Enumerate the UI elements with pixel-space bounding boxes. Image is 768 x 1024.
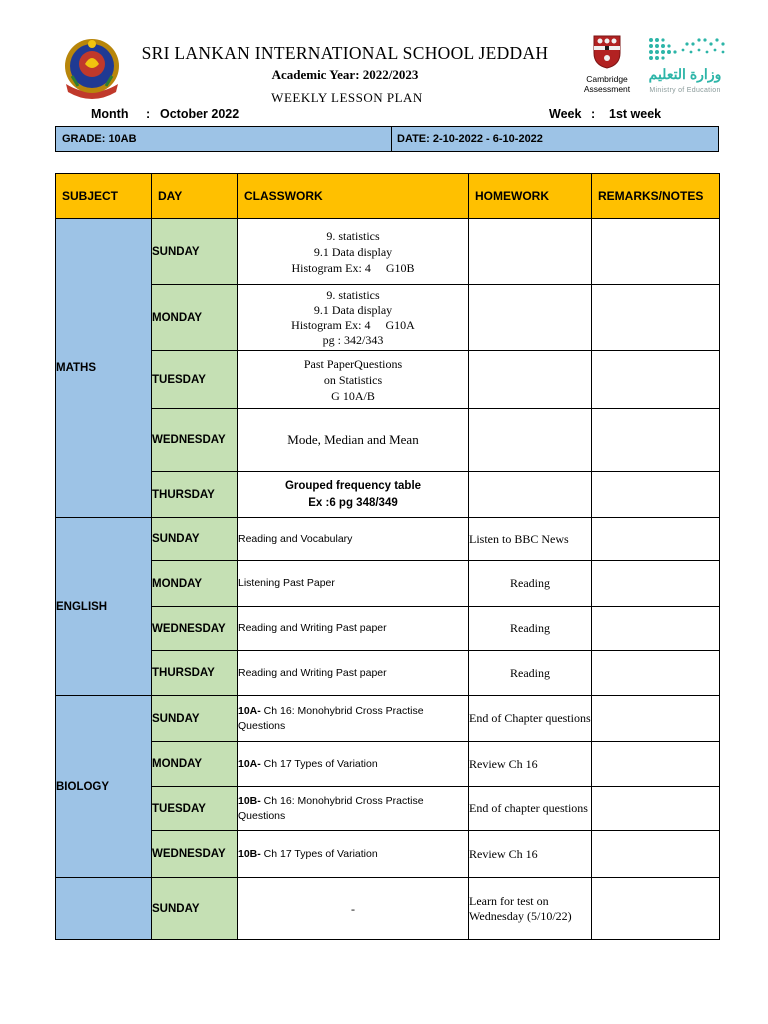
subject-english: ENGLISH	[56, 518, 152, 696]
homework-cell: Listen to BBC News	[469, 518, 592, 561]
classwork-line: 9. statistics	[326, 228, 380, 243]
cambridge-shield-icon	[593, 35, 621, 69]
homework-cell: Review Ch 16	[469, 831, 592, 878]
class-prefix: 10A-	[238, 704, 261, 717]
table-header-row	[56, 174, 720, 219]
remarks-cell	[592, 472, 720, 518]
academic-year: Academic Year: 2022/2023	[271, 67, 419, 82]
col-header-classwork: CLASSWORK	[238, 174, 469, 219]
remarks-cell	[592, 651, 720, 696]
classwork-cell	[238, 472, 469, 518]
day-cell: MONDAY	[152, 561, 238, 607]
classwork-cell	[238, 787, 469, 831]
classwork-cell: -	[238, 878, 469, 940]
classwork-line: G 10A/B	[331, 388, 375, 403]
homework-cell	[469, 472, 592, 518]
classwork-cell	[238, 285, 469, 351]
week-colon: :	[591, 107, 596, 121]
day-cell: MONDAY	[152, 742, 238, 787]
table-row	[56, 607, 720, 651]
remarks-cell	[592, 696, 720, 742]
classwork-line: on Statistics	[323, 372, 383, 387]
week-label: Week	[549, 107, 582, 121]
classwork-cell: Reading and Writing Past paper	[238, 651, 469, 696]
remarks-cell	[592, 607, 720, 651]
col-header-remarks: REMARKS/NOTES	[592, 174, 720, 219]
classwork-text: Ch 17 Types of Variation	[260, 847, 378, 860]
homework-cell	[469, 219, 592, 285]
cambridge-text-2: Assessment	[583, 84, 631, 94]
month-colon: :	[146, 107, 151, 121]
table-row	[56, 219, 720, 285]
table-row	[56, 351, 720, 409]
moe-english-text: Ministry of Education	[649, 87, 721, 94]
day-cell: MONDAY	[152, 285, 238, 351]
homework-cell: Reading	[469, 607, 592, 651]
classwork-line: Histogram Ex: 4 G10A	[291, 317, 415, 332]
homework-cell: Learn for test on Wednesday (5/10/22)	[469, 878, 592, 940]
class-prefix: 10B-	[238, 847, 261, 860]
subject-maths: MATHS	[56, 219, 152, 518]
classwork-cell	[238, 742, 469, 787]
day-cell: TUESDAY	[152, 351, 238, 409]
cambridge-text-1: Cambridge	[586, 74, 628, 84]
info-divider	[391, 127, 392, 151]
col-header-subject: SUBJECT	[56, 174, 152, 219]
class-prefix: 10B-	[238, 794, 261, 807]
table-row	[56, 696, 720, 742]
table-row	[56, 742, 720, 787]
subject-biology: BIOLOGY	[56, 696, 152, 878]
classwork-cell: Reading and Vocabulary	[238, 518, 469, 561]
table-row	[56, 561, 720, 607]
day-cell: SUNDAY	[152, 219, 238, 285]
homework-cell: Reading	[469, 651, 592, 696]
day-cell: WEDNESDAY	[152, 607, 238, 651]
class-prefix: 10A-	[238, 757, 261, 770]
remarks-cell	[592, 878, 720, 940]
classwork-text: Ch 16: Monohybrid Cross Practise Questions	[238, 704, 424, 732]
classwork-line: Histogram Ex: 4 G10B	[291, 260, 415, 275]
grade-label: GRADE: 10AB	[62, 133, 137, 145]
remarks-cell	[592, 742, 720, 787]
classwork-line: 9.1 Data display	[313, 244, 393, 259]
day-cell: THURSDAY	[152, 651, 238, 696]
classwork-cell: Reading and Writing Past paper	[238, 607, 469, 651]
day-cell: SUNDAY	[152, 878, 238, 940]
classwork-text: Ch 16: Monohybrid Cross Practise Questions	[238, 794, 424, 822]
remarks-cell	[592, 219, 720, 285]
ministry-of-education-logo	[643, 36, 727, 100]
month-label: Month	[91, 107, 129, 121]
month-value: October 2022	[160, 107, 240, 121]
day-cell: SUNDAY	[152, 696, 238, 742]
table-row	[56, 409, 720, 472]
classwork-line: pg : 342/343	[322, 332, 384, 347]
homework-cell	[469, 409, 592, 472]
classwork-cell	[238, 219, 469, 285]
col-header-homework: HOMEWORK	[469, 174, 592, 219]
classwork-text: Ch 17 Types of Variation	[260, 757, 378, 770]
remarks-cell	[592, 831, 720, 878]
homework-cell: Reading	[469, 561, 592, 607]
day-cell: WEDNESDAY	[152, 409, 238, 472]
day-cell: THURSDAY	[152, 472, 238, 518]
remarks-cell	[592, 351, 720, 409]
classwork-line: Grouped frequency table	[284, 479, 422, 492]
classwork-cell	[238, 696, 469, 742]
table-row	[56, 285, 720, 351]
cambridge-assessment-logo	[583, 35, 631, 97]
classwork-line: 9.1 Data display	[313, 302, 393, 317]
week-value: 1st week	[609, 107, 662, 121]
table-row	[56, 787, 720, 831]
classwork-cell: Listening Past Paper	[238, 561, 469, 607]
homework-cell: End of Chapter questions	[469, 696, 592, 742]
col-header-day: DAY	[152, 174, 238, 219]
remarks-cell	[592, 285, 720, 351]
classwork-cell	[238, 831, 469, 878]
table-row	[56, 518, 720, 561]
remarks-cell	[592, 518, 720, 561]
table-row	[56, 831, 720, 878]
table-row	[56, 472, 720, 518]
day-cell: WEDNESDAY	[152, 831, 238, 878]
day-cell: TUESDAY	[152, 787, 238, 831]
classwork-line: 9. statistics	[326, 287, 380, 302]
homework-cell: End of chapter questions	[469, 787, 592, 831]
classwork-cell	[238, 351, 469, 409]
subject-unlabeled	[56, 878, 152, 940]
classwork-line: Ex :6 pg 348/349	[308, 496, 398, 509]
classwork-line: Past PaperQuestions	[303, 356, 403, 371]
moe-arabic-text: وزارة التعليم	[648, 66, 722, 82]
homework-cell	[469, 285, 592, 351]
plan-title: WEEKLY LESSON PLAN	[271, 90, 423, 105]
classwork-cell: Mode, Median and Mean	[238, 409, 469, 472]
remarks-cell	[592, 787, 720, 831]
moe-dots-icon	[647, 36, 727, 64]
homework-cell	[469, 351, 592, 409]
school-name: SRI LANKAN INTERNATIONAL SCHOOL JEDDAH	[141, 43, 549, 63]
homework-cell: Review Ch 16	[469, 742, 592, 787]
remarks-cell	[592, 409, 720, 472]
date-label: DATE: 2-10-2022 - 6-10-2022	[397, 133, 543, 145]
table-row	[56, 651, 720, 696]
grade-date-bar	[55, 126, 719, 152]
day-cell: SUNDAY	[152, 518, 238, 561]
lesson-plan-table	[55, 173, 720, 940]
table-row	[56, 878, 720, 940]
remarks-cell	[592, 561, 720, 607]
